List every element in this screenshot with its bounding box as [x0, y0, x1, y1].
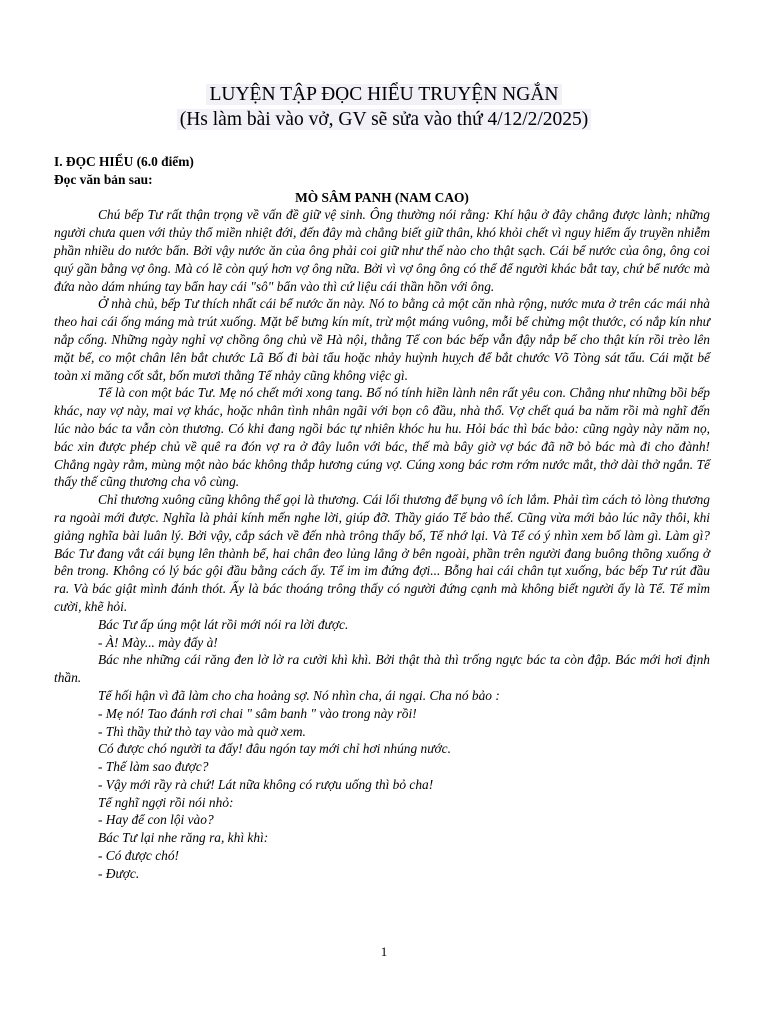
title-line-1: LUYỆN TẬP ĐỌC HIỂU TRUYỆN NGẮN: [206, 84, 561, 105]
dialogue-line: - À! Mày... mày đấy à!: [98, 634, 218, 650]
dialogue-line: Có được chó người ta đấy! đâu ngón tay mới chỉ hơi nhúng nước.: [98, 741, 451, 757]
story-paragraph: Chú bếp Tư rất thận trọng về vấn đề giữ vệ sinh. Ông thường nói rằng: Khí hậu ở đây chẳng được lành; những người chưa quen với thủy thổ miền nhiệt đới, đến đây mà chẳng biết giữ thân, khó khỏi chết vì nguy hiểm ấy truyền nhiễm phần nhiều do nước bẩn. Bởi vậy nước ăn của ông phải coi giữ như thế nào cho thật sạch. Cái bể nước của ông, ông coi quý gần bằng vợ ông. Mà có lẽ còn quý hơn vợ ông nữa. Bởi vì vợ ông ông có thể để người khác bắt tay, chứ bể nước mà đứa nào dám nhúng tay bẩn hay cái "sô" bẩn vào thì cứ liệu cái thần hồn với ông.: [54, 207, 710, 294]
dialogue-line: - Thế làm sao được?: [98, 759, 209, 775]
dialogue-line: Tể nghĩ ngợi rồi nói nhỏ:: [98, 794, 234, 810]
story-paragraph: Ở nhà chủ, bếp Tư thích nhất cái bể nước ăn này. Nó to bằng cả một căn nhà rộng, nước mưa ở trên các mái nhà theo hai cái ống máng mà trút xuống. Mặt bể bưng kín mít, trừ một máng vuông, mỗi bể chừng một thước, có nắp kín như nắp cống. Những ngày nghỉ vợ chồng ông chủ về Hà nội, thằng Tể con bác bếp vẫn đậy nắp bể cho thật kín rồi trèo lên mặt bể, co một chân lên bắt chước Lã Bố đi bài tẩu hoặc nhảy huỳnh huỵch để bắt chước Võ Tòng sát tẩu. Cái mặt bể toàn xi măng cốt sắt, bốn mươi thằng Tể nhảy cũng không việc gì.: [54, 296, 710, 383]
dialogue-line: - Vậy mới rầy rà chứ! Lát nữa không có rượu uống thì bỏ cha!: [98, 776, 434, 792]
dialogue-line: - Mẹ nó! Tao đánh rơi chai " sâm banh " vào trong này rồi!: [98, 705, 417, 721]
page-number: 1: [380, 944, 388, 959]
story-paragraph: Chỉ thương xuông cũng không thể gọi là thương. Cái lối thương để bụng vô ích lắm. Phải tìm cách tỏ lòng thương ra ngoài mới được. Nghĩa là phải kính mến nghe lời, giúp đỡ. Thầy giáo Tể bảo thế. Cũng vừa mới bảo lúc nãy thôi, khi giảng nghĩa bài luân lý. Bởi vậy, cắp sách về đến nhà trông thấy bố, Tể nhớ lại. Và Tể có ý nhìn xem bố làm gì. Làm gì? Bác Tư đang vắt cái bụng lên thành bể, hai chân đeo lủng lẳng ở bên ngoài, phần trên người đang buông thõng xuống ở bên trong. Không có lý bác gội đầu bằng cách ấy. Tể im im đứng đợi... Bỗng hai cái chân tụt xuống, bác bếp Tư rút đầu ra. Và bác giật mình đánh thót. Ấy là bác thoáng trông thấy có người đứng cạnh mà không biết người ấy là Tể. Tể mỉm cười, khẽ hỏi.: [54, 492, 710, 614]
dialogue-line: Tể hối hận vì đã làm cho cha hoảng sợ. Nó nhìn cha, ái ngại. Cha nó bảo :: [98, 687, 500, 703]
story-title: MÒ SÂM PANH (NAM CAO): [295, 189, 469, 205]
section-heading: I. ĐỌC HIỂU (6.0 điểm): [54, 154, 194, 169]
dialogue-line: - Hay để con lội vào?: [98, 812, 214, 828]
dialogue-line: - Được.: [98, 865, 140, 881]
dialogue-line: - Có được chó!: [98, 848, 180, 864]
dialogue-line: Bác Tư ấp úng một lát rồi mới nói ra lời được.: [98, 616, 349, 632]
document-title: [0, 82, 768, 132]
document-body: [54, 153, 710, 883]
title-line-2: (Hs làm bài vào vở, GV sẽ sửa vào thứ 4/12/2/2025): [177, 109, 592, 130]
story-paragraph: Tể là con một bác Tư. Mẹ nó chết mới xong tang. Bố nó tính hiền lành nên rất yêu con. Chẳng như những bồi bếp khác, nay vợ này, mai vợ khác, hoặc nhân tình nhân ngãi với bọn cô đầu, nhà thổ. Vợ chết quá ba năm rồi mà nghĩ đến lúc nào bác ta vẫn còn thương. Có khi đang ngồi bác tự nhiên khóc hu hu. Hỏi bác thì bác bảo: cũng ngày này năm nọ, bác xin được phép chủ về quê ra đón vợ ra ở đây luôn với bác, thế mà bây giờ vợ bác đã nỡ bỏ bác mà đi cho đành! Chẳng ngày rằm, mùng một nào bác không thắp hương cúng vợ. Cúng xong bác rơm rớm nước mắt, thở dài thở ngắn. Tể thấy thế cũng thương cha vô cùng.: [54, 385, 710, 490]
dialogue-line: Bác Tư lại nhe răng ra, khì khì:: [98, 830, 269, 846]
dialogue-line: - Thì thầy thử thò tay vào mà quờ xem.: [98, 723, 306, 739]
dialogue-paragraph: Bác nhe những cái răng đen lờ lờ ra cười khì khì. Bởi thật thà thì trống ngực bác ta còn đập. Bác mới hơi định thần.: [54, 652, 710, 686]
section-instruction: Đọc văn bản sau:: [54, 171, 153, 187]
